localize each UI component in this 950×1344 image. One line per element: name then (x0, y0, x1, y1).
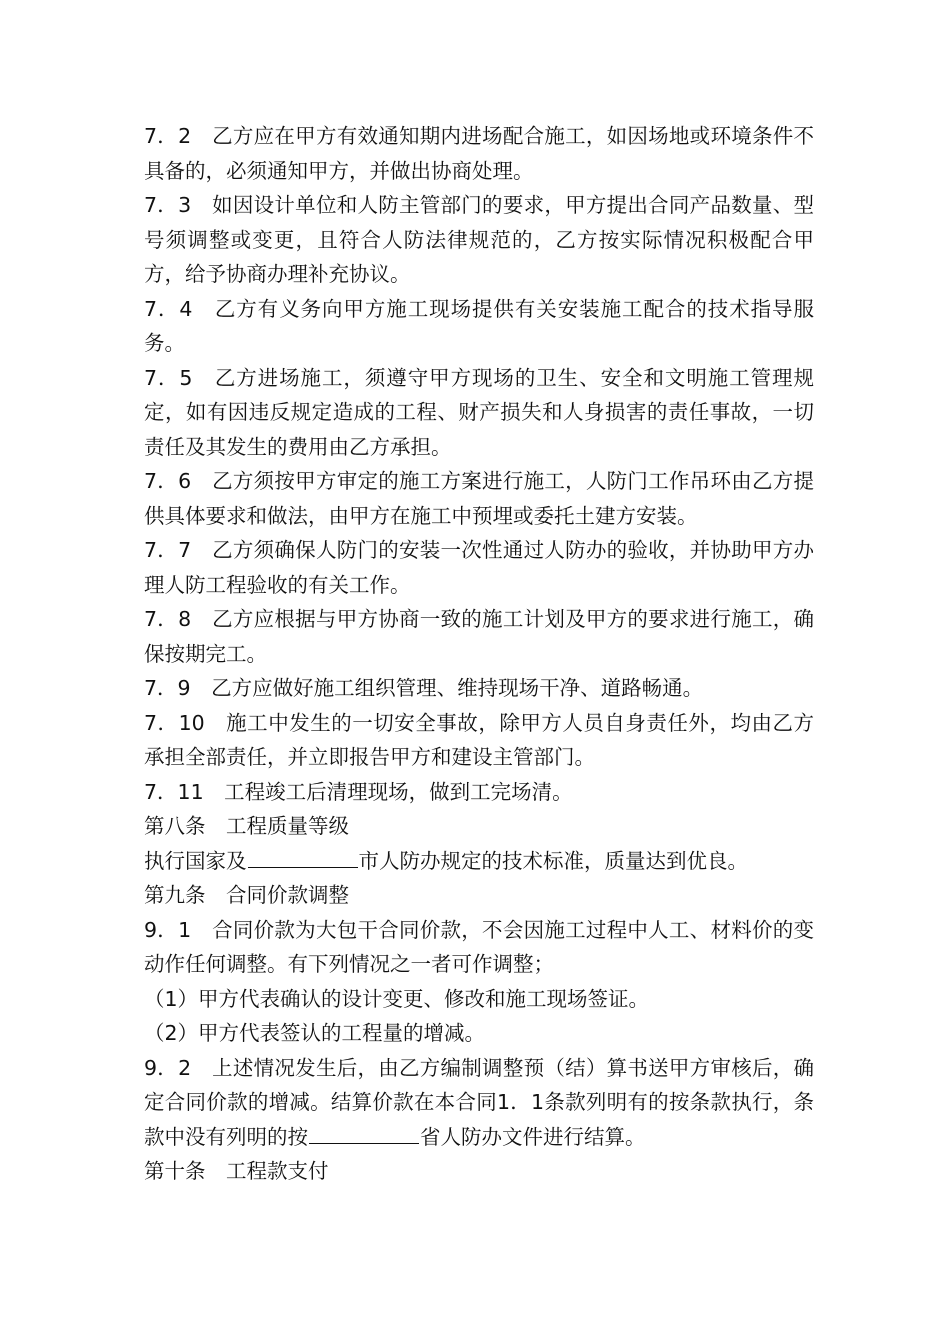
clause-7-8: 7．8 乙方应根据与甲方协商一致的施工计划及甲方的要求进行施工，确保按期完工。 (144, 607, 814, 666)
clause-7-5: 7．5 乙方进场施工，须遵守甲方现场的卫生、安全和文明施工管理规定，如有因违反规定造成的工程、财产损失和人身损害的责任事故，一切责任及其发生的费用由乙方承担。 (144, 365, 814, 459)
clause-9-2-text-before: 9．2 上述情况发生后，由乙方编制调整预（结）算书送甲方审核后，确定合同价款的增减。结算价款在本合同1．1条款列明有的按条款执行，条款中没有列明的按 (144, 1055, 814, 1149)
document-body (144, 119, 814, 1189)
clause-9-1: 9．1 合同价款为大包干合同价款，不会因施工过程中人工、材料价的变动作任何调整。有下列情况之一者可作调整； (144, 917, 814, 976)
clause-9-2-text-after: 省人防办文件进行结算。 (420, 1124, 646, 1149)
article-8-text-before: 执行国家及 (144, 848, 247, 873)
clause-7-6: 7．6 乙方须按甲方审定的施工方案进行施工，人防门工作吊环由乙方提供具体要求和做法，由甲方在施工中预埋或委托土建方安装。 (144, 469, 814, 528)
clause-7-2: 7．2 乙方应在甲方有效通知期内进场配合施工，如因场地或环境条件不具备的，必须通知甲方，并做出协商处理。 (144, 124, 814, 183)
clause-7-7: 7．7 乙方须确保人防门的安装一次性通过人防办的验收，并协助甲方办理人防工程验收的有关工作。 (144, 538, 814, 597)
clause-9-1-item-2: （2）甲方代表签认的工程量的增减。 (144, 1021, 486, 1045)
article-10-heading: 第十条 工程款支付 (144, 1159, 329, 1183)
clause-7-9: 7．9 乙方应做好施工组织管理、维持现场干净、道路畅通。 (144, 676, 704, 700)
clause-9-1-item-1: （1）甲方代表确认的设计变更、修改和施工现场签证。 (144, 986, 650, 1011)
clause-9-2 (144, 1051, 814, 1155)
fill-in-blank-province (309, 1125, 419, 1144)
clause-7-4: 7．4 乙方有义务向甲方施工现场提供有关安装施工配合的技术指导服务。 (144, 296, 814, 355)
clause-7-10: 7．10 施工中发生的一切安全事故，除甲方人员自身责任外，均由乙方承担全部责任，并立即报告甲方和建设主管部门。 (144, 710, 814, 769)
article-8-heading: 第八条 工程质量等级 (144, 814, 349, 838)
clause-7-11: 7．11 工程竣工后清理现场，做到工完场清。 (144, 779, 573, 804)
article-8-body (144, 844, 814, 879)
article-9-heading: 第九条 合同价款调整 (144, 883, 349, 907)
fill-in-blank-city (248, 849, 358, 868)
clause-7-3: 7．3 如因设计单位和人防主管部门的要求，甲方提出合同产品数量、型号须调整或变更，且符合人防法律规范的，乙方按实际情况积极配合甲方，给予协商办理补充协议。 (144, 193, 814, 286)
article-8-text-after: 市人防办规定的技术标准，质量达到优良。 (358, 848, 748, 873)
